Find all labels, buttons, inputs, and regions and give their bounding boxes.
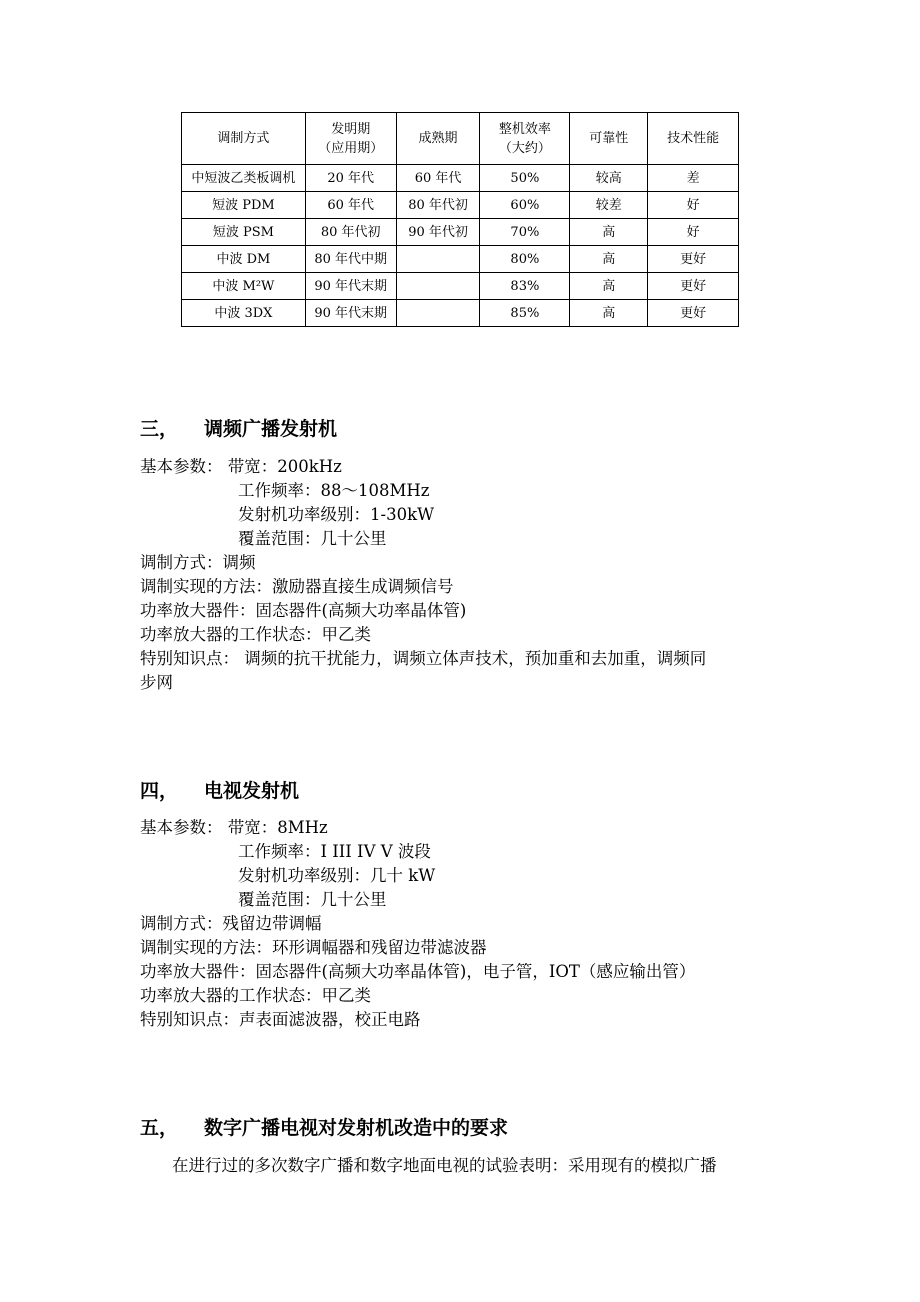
header-cell: 成熟期 — [396, 113, 480, 165]
section-number: 五， — [140, 1117, 179, 1139]
table-row — [182, 300, 739, 327]
section-heading-fm — [140, 414, 337, 441]
text-line: 基本参数： 带宽：200kHz — [140, 457, 342, 476]
table-row — [182, 246, 739, 273]
text-line: 调制方式：残留边带调幅 — [140, 914, 322, 933]
text-line: 覆盖范围：几十公里 — [238, 890, 387, 909]
text-line: 发射机功率级别：几十 kW — [238, 866, 436, 885]
table-cell: 高 — [570, 246, 648, 273]
text-line: 功率放大器件：固态器件(高频大功率晶体管)，电子管，IOT（感应输出管） — [140, 962, 696, 981]
table-cell: 更好 — [648, 246, 739, 273]
text-line: 工作频率：88～108MHz — [238, 481, 430, 500]
header-cell: 发明期 （应用期） — [305, 113, 396, 165]
text-line: 特别知识点： 调频的抗干扰能力，调频立体声技术，预加重和去加重，调频同 — [140, 649, 707, 668]
table-cell: 短波 PSM — [182, 219, 306, 246]
table-row — [182, 165, 739, 192]
table-cell: 85% — [480, 300, 570, 327]
text-line: 调制实现的方法：激励器直接生成调频信号 — [140, 577, 454, 596]
text-line: 工作频率：I III IV V 波段 — [238, 842, 431, 861]
text-line: 调制方式：调频 — [140, 553, 256, 572]
table-cell: 80 年代中期 — [305, 246, 396, 273]
table-cell — [396, 246, 480, 273]
table-cell: 高 — [570, 300, 648, 327]
table-cell: 高 — [570, 219, 648, 246]
table-cell: 80 年代初 — [396, 192, 480, 219]
section-title: 电视发射机 — [204, 780, 300, 802]
text-line: 基本参数： 带宽：8MHz — [140, 818, 328, 837]
section-title: 调频广播发射机 — [204, 418, 338, 440]
table-cell: 高 — [570, 273, 648, 300]
table-cell: 短波 PDM — [182, 192, 306, 219]
table-cell: 80% — [480, 246, 570, 273]
table-cell: 差 — [648, 165, 739, 192]
table-row — [182, 192, 739, 219]
section-title: 数字广播电视对发射机改造中的要求 — [204, 1117, 509, 1139]
table-cell: 中波 DM — [182, 246, 306, 273]
table-cell: 较差 — [570, 192, 648, 219]
table-cell: 好 — [648, 219, 739, 246]
table-row — [182, 273, 739, 300]
table-cell — [396, 273, 480, 300]
table-cell: 中波 3DX — [182, 300, 306, 327]
table-cell: 60 年代 — [305, 192, 396, 219]
table-cell: 好 — [648, 192, 739, 219]
text-line: 步网 — [140, 673, 173, 692]
table-cell: 50% — [480, 165, 570, 192]
table-cell: 83% — [480, 273, 570, 300]
text-line: 调制实现的方法：环形调幅器和残留边带滤波器 — [140, 938, 487, 957]
table-cell: 更好 — [648, 300, 739, 327]
transmitter-comparison-table — [181, 112, 739, 327]
table-row — [182, 219, 739, 246]
table-cell: 60% — [480, 192, 570, 219]
section-heading-digital — [140, 1113, 508, 1140]
text-line: 功率放大器件：固态器件(高频大功率晶体管) — [140, 601, 467, 620]
table-cell: 较高 — [570, 165, 648, 192]
header-cell: 技术性能 — [648, 113, 739, 165]
table-header-row — [182, 113, 739, 165]
header-cell: 可靠性 — [570, 113, 648, 165]
text-line: 特别知识点：声表面滤波器，校正电路 — [140, 1010, 421, 1029]
table-cell: 60 年代 — [396, 165, 480, 192]
section-number: 四， — [140, 780, 179, 802]
table-cell: 90 年代末期 — [305, 273, 396, 300]
table-cell: 20 年代 — [305, 165, 396, 192]
table-cell — [396, 300, 480, 327]
header-cell: 整机效率 （大约） — [480, 113, 570, 165]
table-cell: 中波 M²W — [182, 273, 306, 300]
table-cell: 更好 — [648, 273, 739, 300]
section-number: 三， — [140, 418, 179, 440]
text-line: 功率放大器的工作状态：甲乙类 — [140, 625, 371, 644]
table-cell: 80 年代初 — [305, 219, 396, 246]
table-cell: 中短波乙类板调机 — [182, 165, 306, 192]
table-cell: 90 年代末期 — [305, 300, 396, 327]
table-cell: 90 年代初 — [396, 219, 480, 246]
text-line: 覆盖范围：几十公里 — [238, 529, 387, 548]
table-cell: 70% — [480, 219, 570, 246]
text-line: 功率放大器的工作状态：甲乙类 — [140, 986, 371, 1005]
paragraph: 在进行过的多次数字广播和数字地面电视的试验表明：采用现有的模拟广播 — [172, 1156, 717, 1175]
text-line: 发射机功率级别：1-30kW — [238, 505, 435, 524]
section-heading-tv — [140, 776, 299, 803]
header-cell: 调制方式 — [182, 113, 306, 165]
